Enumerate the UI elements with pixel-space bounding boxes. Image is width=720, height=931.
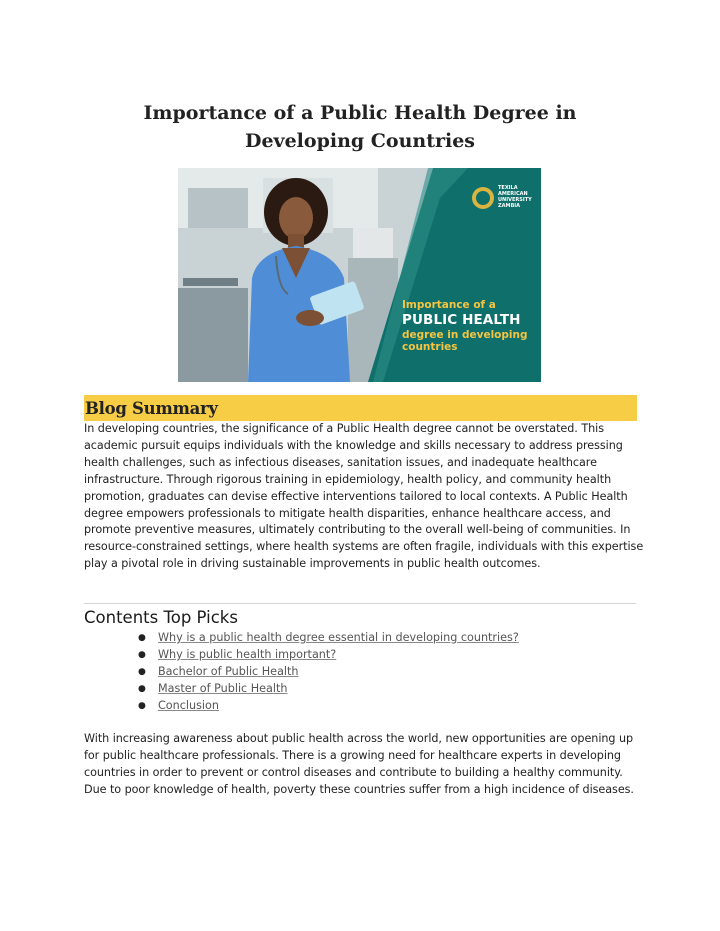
contents-link[interactable]: Why is public health important? (158, 647, 337, 661)
contents-link[interactable]: Conclusion (158, 698, 219, 712)
bullet-icon: ● (138, 649, 146, 660)
contents-heading: Contents Top Picks (84, 608, 238, 627)
nurse-face (279, 197, 313, 239)
page-title: Importance of a Public Health Degree in Developing Countries (143, 101, 577, 152)
contents-link[interactable]: Bachelor of Public Health (158, 664, 299, 678)
hero-caption-line-3: degree in developing countries (402, 329, 528, 353)
bullet-icon: ● (138, 666, 146, 677)
hero-image (178, 168, 541, 382)
list-item (84, 630, 519, 647)
list-item (84, 664, 519, 681)
list-item (84, 698, 519, 715)
contents-link[interactable]: Why is a public health degree essential in developing countries? (158, 631, 519, 644)
summary-paragraph: In developing countries, the significance of a Public Health degree cannot be overstated. This academic pursuit equips individuals with the knowledge and skills necessary to address pressing health challenges, such as infectious diseases, sanitation issues, and inadequate healthcare infrastructure. Through rigorous training in epidemiology, health policy, and community health promotion, graduates can devise effective interventions tailored to local contexts. A Public Health degree empowers professionals to mitigate health disparities, enhance healthcare access, and promote preventive measures, ultimately contributing to the overall well-being of communities. In resource-constrained settings, where health systems are often fragile, individuals with this expertise play a pivotal role in driving sustainable improvements in public health outcomes. (84, 422, 644, 571)
contents-link[interactable]: Master of Public Health (158, 681, 288, 695)
list-item (84, 647, 519, 664)
body-paragraph: With increasing awareness about public health across the world, new opportunities are opening up for public healthcare professionals. There is a growing need for healthcare experts in developing countries in order to prevent or control diseases and contribute to building a healthy community. Due to poor knowledge of health, poverty these countries suffer from a high incidence of diseases. (84, 732, 634, 796)
summary-heading: Blog Summary (85, 399, 218, 418)
hero-caption-line-2: PUBLIC HEALTH (402, 312, 521, 328)
hero-caption-line-1: Importance of a (402, 299, 496, 311)
university-logo-text: TEXILA AMERICAN UNIVERSITY ZAMBIA (498, 185, 532, 209)
bullet-icon: ● (138, 683, 146, 694)
contents-list (84, 630, 519, 715)
section-divider (84, 603, 636, 604)
list-item (84, 681, 519, 698)
bullet-icon: ● (138, 633, 146, 643)
hero-caption (402, 299, 537, 353)
bullet-icon: ● (138, 700, 146, 711)
